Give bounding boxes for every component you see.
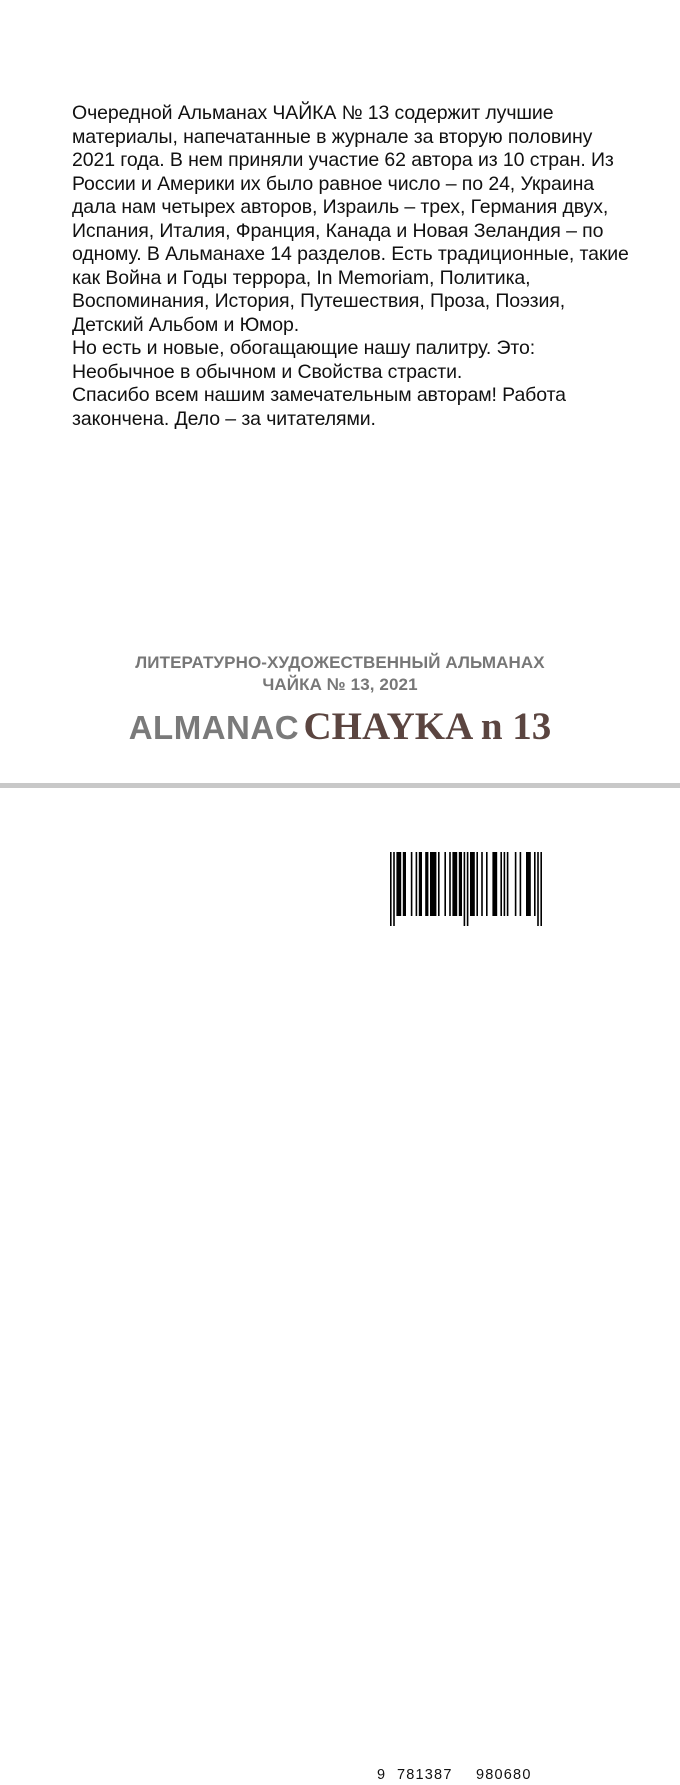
isbn-digits-left: 781387 bbox=[397, 1767, 453, 1783]
barcode-bar bbox=[438, 852, 440, 916]
genre-subtitle: ЛИТЕРАТУРНО-ХУДОЖЕСТВЕННЫЙ АЛЬМАНАХ bbox=[135, 653, 545, 672]
barcode-bar bbox=[504, 852, 506, 916]
barcode-bar bbox=[470, 852, 475, 916]
barcode-guard-bar bbox=[467, 852, 469, 926]
issue-subtitle: ЧАЙКА № 13, 2021 bbox=[262, 675, 418, 694]
title-prefix: ALMANAC bbox=[128, 709, 300, 746]
isbn-digit-first: 9 bbox=[377, 1767, 387, 1783]
barcode-bar bbox=[425, 852, 428, 916]
barcode-bar bbox=[476, 852, 478, 916]
isbn-digits-right: 980680 bbox=[476, 1767, 532, 1783]
barcode-bar bbox=[500, 852, 502, 916]
barcode-bar bbox=[520, 852, 522, 916]
book-title bbox=[0, 704, 680, 749]
title-main: CHAYKA n 13 bbox=[303, 705, 552, 748]
barcode-bar bbox=[486, 852, 488, 916]
blurb-paragraph: Но есть и новые, обогащающие нашу палитру. Это: Необычное в обычном и Свойства страсти. bbox=[72, 337, 536, 383]
barcode-guard-bar bbox=[390, 852, 392, 926]
barcode-bar bbox=[459, 852, 462, 916]
back-cover-blurb bbox=[72, 102, 632, 431]
barcode-bars bbox=[371, 848, 559, 941]
barcode-guard-bar bbox=[540, 852, 542, 926]
barcode-bar bbox=[416, 852, 418, 916]
barcode-bar bbox=[515, 852, 517, 916]
barcode-bar bbox=[396, 852, 401, 916]
barcode-bar bbox=[534, 852, 536, 916]
barcode-bar bbox=[507, 852, 509, 916]
barcode-bar bbox=[411, 852, 413, 916]
barcode-bar bbox=[492, 852, 497, 916]
barcode-bar bbox=[444, 852, 446, 916]
isbn-barcode bbox=[371, 848, 559, 1783]
barcode-guard-bar bbox=[537, 852, 539, 926]
barcode-bar bbox=[419, 852, 422, 916]
barcode-bar bbox=[430, 852, 436, 916]
blurb-paragraph: Спасибо всем нашим замечательным авторам! Работа закончена. Дело – за читателями. bbox=[72, 384, 566, 430]
barcode-bar bbox=[449, 852, 451, 916]
barcode-bar bbox=[481, 852, 483, 916]
barcode-guard-bar bbox=[393, 852, 395, 926]
barcode-bar bbox=[526, 852, 531, 916]
barcode-guard-bar bbox=[464, 852, 466, 926]
barcode-bar bbox=[452, 852, 457, 916]
barcode-bar bbox=[403, 852, 406, 916]
divider-rule bbox=[0, 783, 680, 788]
blurb-paragraph: Очередной Альманах ЧАЙКА № 13 содержит лучшие материалы, напечатанные в журнале за вторую половину 2021 года. В нем приняли участие 62 автора из 10 стран. Из России и Америки их было равное число – по 24, Украина дала нам четырех авторов, Израиль – трех, Германия двух, Испания, Италия, Франция, Канада и Новая Зеландия – по одному. В Альманахе 14 разделов. Есть традиционные, такие как Война и Годы террора, In Memoriam, Политика, Воспоминания, История, Путешествия, Проза, Поэзия, Детский Альбом и Юмор. bbox=[72, 102, 629, 336]
